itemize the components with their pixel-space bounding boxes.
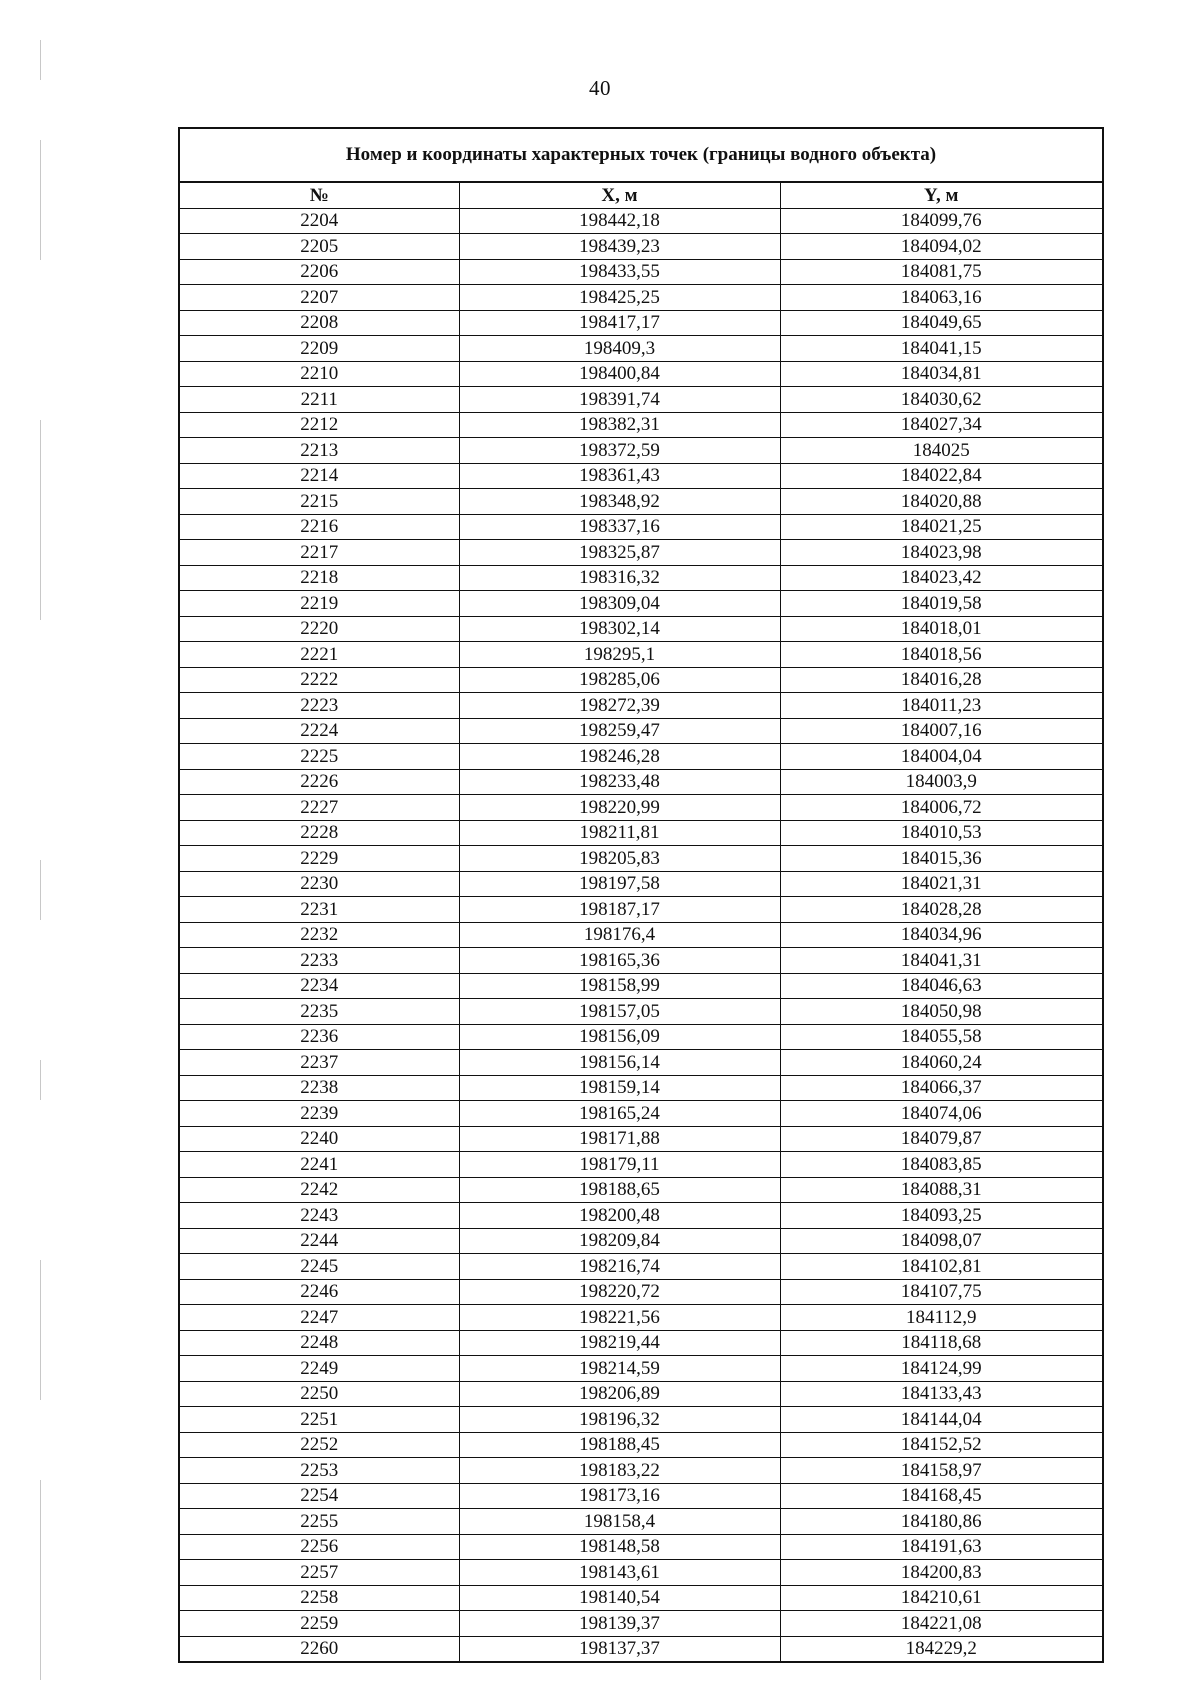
- table-row: [180, 540, 1102, 566]
- table-row: [180, 514, 1102, 540]
- table-row: [180, 871, 1102, 897]
- point-number-cell: 2232: [180, 922, 459, 948]
- y-coordinate-cell: 184081,75: [780, 259, 1102, 285]
- point-number-cell: 2259: [180, 1611, 459, 1637]
- y-coordinate-cell: 184010,53: [780, 820, 1102, 846]
- x-coordinate-cell: 198206,89: [459, 1381, 780, 1407]
- x-coordinate-cell: 198259,47: [459, 718, 780, 744]
- point-number-cell: 2214: [180, 463, 459, 489]
- table-row: [180, 897, 1102, 923]
- table-row: [180, 489, 1102, 515]
- y-coordinate-cell: 184083,85: [780, 1152, 1102, 1178]
- x-coordinate-cell: 198220,72: [459, 1279, 780, 1305]
- point-number-cell: 2238: [180, 1075, 459, 1101]
- x-coordinate-cell: 198158,99: [459, 973, 780, 999]
- point-number-cell: 2218: [180, 565, 459, 591]
- table-row: [180, 1126, 1102, 1152]
- y-coordinate-cell: 184093,25: [780, 1203, 1102, 1229]
- table-row: [180, 361, 1102, 387]
- x-coordinate-cell: 198139,37: [459, 1611, 780, 1637]
- y-coordinate-cell: 184152,52: [780, 1432, 1102, 1458]
- y-coordinate-cell: 184016,28: [780, 667, 1102, 693]
- table-title: Номер и координаты характерных точек (границы водного объекта): [180, 129, 1102, 183]
- table-row: [180, 234, 1102, 260]
- point-number-cell: 2209: [180, 336, 459, 362]
- x-coordinate-cell: 198188,65: [459, 1177, 780, 1203]
- table-row: [180, 1407, 1102, 1433]
- x-coordinate-cell: 198173,16: [459, 1483, 780, 1509]
- point-number-cell: 2260: [180, 1636, 459, 1661]
- y-coordinate-cell: 184004,04: [780, 744, 1102, 770]
- x-coordinate-cell: 198433,55: [459, 259, 780, 285]
- table-row: [180, 1024, 1102, 1050]
- point-number-cell: 2248: [180, 1330, 459, 1356]
- point-number-cell: 2211: [180, 387, 459, 413]
- table-row: [180, 1177, 1102, 1203]
- x-coordinate-cell: 198211,81: [459, 820, 780, 846]
- table-row: [180, 565, 1102, 591]
- x-coordinate-cell: 198143,61: [459, 1560, 780, 1586]
- table-row: [180, 667, 1102, 693]
- y-coordinate-cell: 184046,63: [780, 973, 1102, 999]
- x-coordinate-cell: 198148,58: [459, 1534, 780, 1560]
- point-number-cell: 2225: [180, 744, 459, 770]
- point-number-cell: 2251: [180, 1407, 459, 1433]
- table-row: [180, 1458, 1102, 1484]
- table-row: [180, 999, 1102, 1025]
- table-row: [180, 693, 1102, 719]
- point-number-cell: 2256: [180, 1534, 459, 1560]
- x-coordinate-cell: 198165,36: [459, 948, 780, 974]
- y-coordinate-cell: 184015,36: [780, 846, 1102, 872]
- y-coordinate-cell: 184191,63: [780, 1534, 1102, 1560]
- y-coordinate-cell: 184107,75: [780, 1279, 1102, 1305]
- y-coordinate-cell: 184124,99: [780, 1356, 1102, 1382]
- x-coordinate-cell: 198309,04: [459, 591, 780, 617]
- x-coordinate-cell: 198361,43: [459, 463, 780, 489]
- x-coordinate-cell: 198337,16: [459, 514, 780, 540]
- point-number-cell: 2235: [180, 999, 459, 1025]
- y-coordinate-cell: 184168,45: [780, 1483, 1102, 1509]
- y-coordinate-cell: 184011,23: [780, 693, 1102, 719]
- point-number-cell: 2242: [180, 1177, 459, 1203]
- x-coordinate-cell: 198316,32: [459, 565, 780, 591]
- point-number-cell: 2243: [180, 1203, 459, 1229]
- point-number-cell: 2250: [180, 1381, 459, 1407]
- x-coordinate-cell: 198137,37: [459, 1636, 780, 1661]
- x-coordinate-cell: 198179,11: [459, 1152, 780, 1178]
- point-number-cell: 2253: [180, 1458, 459, 1484]
- y-coordinate-cell: 184034,81: [780, 361, 1102, 387]
- y-coordinate-cell: 184180,86: [780, 1509, 1102, 1535]
- point-number-cell: 2213: [180, 438, 459, 464]
- y-coordinate-cell: 184049,65: [780, 310, 1102, 336]
- x-coordinate-cell: 198209,84: [459, 1228, 780, 1254]
- x-coordinate-cell: 198272,39: [459, 693, 780, 719]
- x-coordinate-cell: 198233,48: [459, 769, 780, 795]
- point-number-cell: 2233: [180, 948, 459, 974]
- table-row: [180, 769, 1102, 795]
- x-coordinate-cell: 198221,56: [459, 1305, 780, 1331]
- x-coordinate-cell: 198417,17: [459, 310, 780, 336]
- table-row: [180, 591, 1102, 617]
- table-row: [180, 1050, 1102, 1076]
- x-coordinate-cell: 198214,59: [459, 1356, 780, 1382]
- table-row: [180, 387, 1102, 413]
- point-number-cell: 2229: [180, 846, 459, 872]
- x-coordinate-cell: 198171,88: [459, 1126, 780, 1152]
- point-number-cell: 2223: [180, 693, 459, 719]
- point-number-cell: 2255: [180, 1509, 459, 1535]
- x-coordinate-cell: 198187,17: [459, 897, 780, 923]
- y-coordinate-cell: 184018,01: [780, 616, 1102, 642]
- y-coordinate-cell: 184060,24: [780, 1050, 1102, 1076]
- table-row: [180, 438, 1102, 464]
- point-number-cell: 2249: [180, 1356, 459, 1382]
- header-number: №: [180, 183, 459, 208]
- x-coordinate-cell: 198156,09: [459, 1024, 780, 1050]
- y-coordinate-cell: 184050,98: [780, 999, 1102, 1025]
- y-coordinate-cell: 184133,43: [780, 1381, 1102, 1407]
- x-coordinate-cell: 198246,28: [459, 744, 780, 770]
- point-number-cell: 2240: [180, 1126, 459, 1152]
- y-coordinate-cell: 184025: [780, 438, 1102, 464]
- x-coordinate-cell: 198165,24: [459, 1101, 780, 1127]
- x-coordinate-cell: 198183,22: [459, 1458, 780, 1484]
- table-row: [180, 1203, 1102, 1229]
- x-coordinate-cell: 198439,23: [459, 234, 780, 260]
- point-number-cell: 2206: [180, 259, 459, 285]
- x-coordinate-cell: 198295,1: [459, 642, 780, 668]
- y-coordinate-cell: 184041,31: [780, 948, 1102, 974]
- point-number-cell: 2247: [180, 1305, 459, 1331]
- page-number: 40: [589, 76, 611, 100]
- table-row: [180, 310, 1102, 336]
- table-row: [180, 795, 1102, 821]
- point-number-cell: 2210: [180, 361, 459, 387]
- y-coordinate-cell: 184066,37: [780, 1075, 1102, 1101]
- y-coordinate-cell: 184144,04: [780, 1407, 1102, 1433]
- table-row: [180, 1381, 1102, 1407]
- table-row: [180, 744, 1102, 770]
- point-number-cell: 2246: [180, 1279, 459, 1305]
- x-coordinate-cell: 198285,06: [459, 667, 780, 693]
- point-number-cell: 2222: [180, 667, 459, 693]
- y-coordinate-cell: 184063,16: [780, 285, 1102, 311]
- point-number-cell: 2217: [180, 540, 459, 566]
- x-coordinate-cell: 198205,83: [459, 846, 780, 872]
- point-number-cell: 2227: [180, 795, 459, 821]
- point-number-cell: 2208: [180, 310, 459, 336]
- x-coordinate-cell: 198197,58: [459, 871, 780, 897]
- x-coordinate-cell: 198219,44: [459, 1330, 780, 1356]
- table-row: [180, 973, 1102, 999]
- y-coordinate-cell: 184200,83: [780, 1560, 1102, 1586]
- table-row: [180, 1279, 1102, 1305]
- table-row: [180, 208, 1102, 234]
- y-coordinate-cell: 184028,28: [780, 897, 1102, 923]
- x-coordinate-cell: 198188,45: [459, 1432, 780, 1458]
- x-coordinate-cell: 198158,4: [459, 1509, 780, 1535]
- table-row: [180, 616, 1102, 642]
- x-coordinate-cell: 198220,99: [459, 795, 780, 821]
- point-number-cell: 2205: [180, 234, 459, 260]
- point-number-cell: 2241: [180, 1152, 459, 1178]
- table-row: [180, 1330, 1102, 1356]
- x-coordinate-cell: 198200,48: [459, 1203, 780, 1229]
- y-coordinate-cell: 184158,97: [780, 1458, 1102, 1484]
- y-coordinate-cell: 184098,07: [780, 1228, 1102, 1254]
- y-coordinate-cell: 184018,56: [780, 642, 1102, 668]
- table-row: [180, 1509, 1102, 1535]
- y-coordinate-cell: 184102,81: [780, 1254, 1102, 1280]
- table-row: [180, 463, 1102, 489]
- y-coordinate-cell: 184007,16: [780, 718, 1102, 744]
- point-number-cell: 2231: [180, 897, 459, 923]
- point-number-cell: 2215: [180, 489, 459, 515]
- point-number-cell: 2244: [180, 1228, 459, 1254]
- point-number-cell: 2236: [180, 1024, 459, 1050]
- point-number-cell: 2257: [180, 1560, 459, 1586]
- y-coordinate-cell: 184210,61: [780, 1585, 1102, 1611]
- y-coordinate-cell: 184006,72: [780, 795, 1102, 821]
- x-coordinate-cell: 198348,92: [459, 489, 780, 515]
- y-coordinate-cell: 184021,25: [780, 514, 1102, 540]
- table-row: [180, 1432, 1102, 1458]
- table-row: [180, 1254, 1102, 1280]
- y-coordinate-cell: 184229,2: [780, 1636, 1102, 1661]
- table-row: [180, 1075, 1102, 1101]
- table-row: [180, 1152, 1102, 1178]
- point-number-cell: 2226: [180, 769, 459, 795]
- point-number-cell: 2239: [180, 1101, 459, 1127]
- point-number-cell: 2237: [180, 1050, 459, 1076]
- table-row: [180, 922, 1102, 948]
- point-number-cell: 2230: [180, 871, 459, 897]
- table-row: [180, 1228, 1102, 1254]
- point-number-cell: 2212: [180, 412, 459, 438]
- x-coordinate-cell: 198140,54: [459, 1585, 780, 1611]
- table-row: [180, 1585, 1102, 1611]
- table-row: [180, 336, 1102, 362]
- y-coordinate-cell: 184021,31: [780, 871, 1102, 897]
- y-coordinate-cell: 184094,02: [780, 234, 1102, 260]
- x-coordinate-cell: 198400,84: [459, 361, 780, 387]
- point-number-cell: 2220: [180, 616, 459, 642]
- point-number-cell: 2207: [180, 285, 459, 311]
- x-coordinate-cell: 198372,59: [459, 438, 780, 464]
- x-coordinate-cell: 198157,05: [459, 999, 780, 1025]
- point-number-cell: 2252: [180, 1432, 459, 1458]
- coordinates-table-frame: [178, 127, 1104, 1663]
- y-coordinate-cell: 184088,31: [780, 1177, 1102, 1203]
- y-coordinate-cell: 184074,06: [780, 1101, 1102, 1127]
- y-coordinate-cell: 184023,42: [780, 565, 1102, 591]
- y-coordinate-cell: 184118,68: [780, 1330, 1102, 1356]
- y-coordinate-cell: 184003,9: [780, 769, 1102, 795]
- y-coordinate-cell: 184099,76: [780, 208, 1102, 234]
- table-row: [180, 1305, 1102, 1331]
- y-coordinate-cell: 184221,08: [780, 1611, 1102, 1637]
- table-row: [180, 1611, 1102, 1637]
- point-number-cell: 2245: [180, 1254, 459, 1280]
- point-number-cell: 2234: [180, 973, 459, 999]
- table-row: [180, 718, 1102, 744]
- table-row: [180, 820, 1102, 846]
- x-coordinate-cell: 198325,87: [459, 540, 780, 566]
- x-coordinate-cell: 198302,14: [459, 616, 780, 642]
- table-row: [180, 285, 1102, 311]
- table-row: [180, 1636, 1102, 1661]
- table-row: [180, 1560, 1102, 1586]
- point-number-cell: 2254: [180, 1483, 459, 1509]
- y-coordinate-cell: 184019,58: [780, 591, 1102, 617]
- table-header-row: [180, 183, 1102, 208]
- x-coordinate-cell: 198156,14: [459, 1050, 780, 1076]
- point-number-cell: 2219: [180, 591, 459, 617]
- x-coordinate-cell: 198409,3: [459, 336, 780, 362]
- y-coordinate-cell: 184041,15: [780, 336, 1102, 362]
- point-number-cell: 2204: [180, 208, 459, 234]
- x-coordinate-cell: 198159,14: [459, 1075, 780, 1101]
- table-body: [180, 208, 1102, 1661]
- x-coordinate-cell: 198442,18: [459, 208, 780, 234]
- table-row: [180, 1101, 1102, 1127]
- x-coordinate-cell: 198216,74: [459, 1254, 780, 1280]
- y-coordinate-cell: 184027,34: [780, 412, 1102, 438]
- y-coordinate-cell: 184023,98: [780, 540, 1102, 566]
- y-coordinate-cell: 184112,9: [780, 1305, 1102, 1331]
- y-coordinate-cell: 184030,62: [780, 387, 1102, 413]
- table-row: [180, 1356, 1102, 1382]
- x-coordinate-cell: 198176,4: [459, 922, 780, 948]
- y-coordinate-cell: 184034,96: [780, 922, 1102, 948]
- point-number-cell: 2216: [180, 514, 459, 540]
- y-coordinate-cell: 184022,84: [780, 463, 1102, 489]
- point-number-cell: 2221: [180, 642, 459, 668]
- table-row: [180, 259, 1102, 285]
- table-row: [180, 846, 1102, 872]
- point-number-cell: 2224: [180, 718, 459, 744]
- x-coordinate-cell: 198425,25: [459, 285, 780, 311]
- y-coordinate-cell: 184079,87: [780, 1126, 1102, 1152]
- header-x: X, м: [459, 183, 780, 208]
- x-coordinate-cell: 198196,32: [459, 1407, 780, 1433]
- table-row: [180, 642, 1102, 668]
- table-row: [180, 1534, 1102, 1560]
- point-number-cell: 2228: [180, 820, 459, 846]
- x-coordinate-cell: 198391,74: [459, 387, 780, 413]
- y-coordinate-cell: 184020,88: [780, 489, 1102, 515]
- coordinates-table: [180, 183, 1102, 1661]
- table-row: [180, 948, 1102, 974]
- x-coordinate-cell: 198382,31: [459, 412, 780, 438]
- y-coordinate-cell: 184055,58: [780, 1024, 1102, 1050]
- table-row: [180, 412, 1102, 438]
- header-y: Y, м: [780, 183, 1102, 208]
- point-number-cell: 2258: [180, 1585, 459, 1611]
- table-row: [180, 1483, 1102, 1509]
